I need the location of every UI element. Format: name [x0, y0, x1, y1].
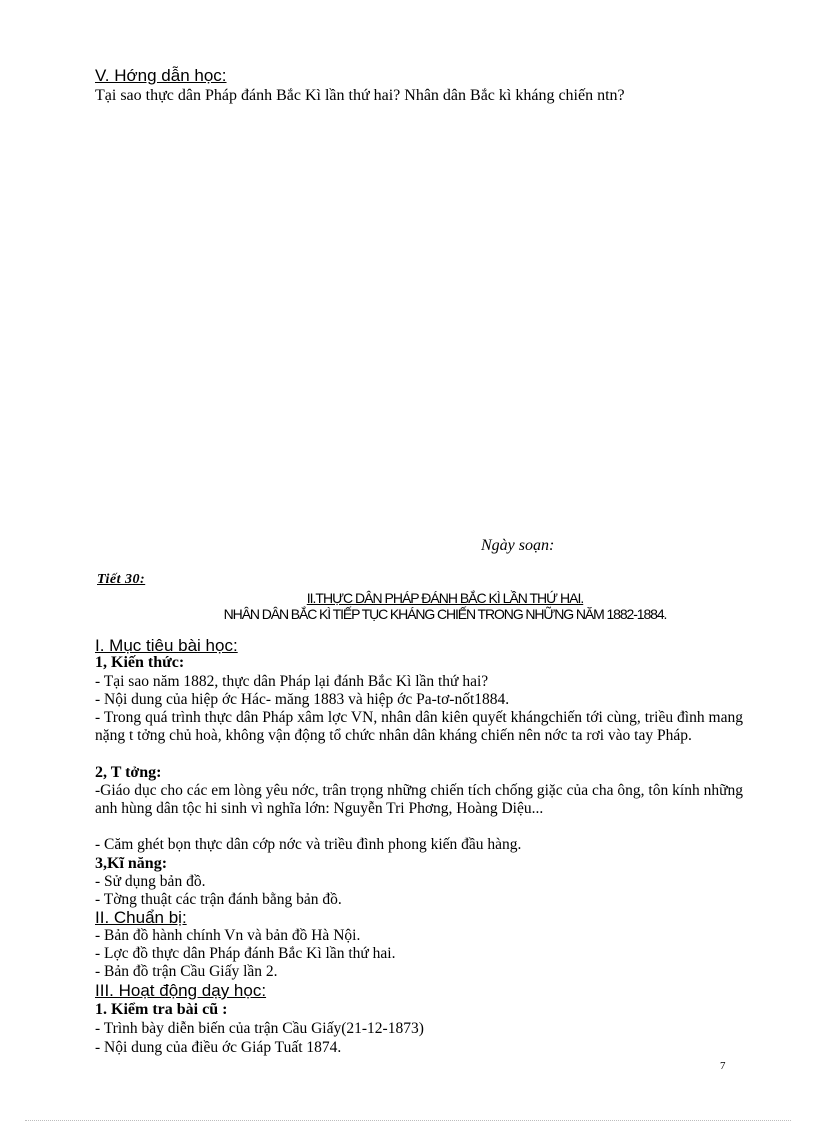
guide-question: Tại sao thực dân Pháp đánh Bắc Kì lần thứ hai? Nhân dân Bắc kì kháng chiến ntn?	[95, 87, 625, 104]
section2-heading: II. Chuẩn bị:	[95, 908, 187, 927]
date-label: Ngày soạn:	[481, 537, 555, 554]
section1-heading: I. Mục tiêu bài học:	[95, 636, 238, 655]
title-line-1: II.THỰC DÂN PHÁP ĐÁNH BẮC KÌ LẦN THỨ HAI.	[306, 590, 584, 606]
knowledge-heading: 1, Kiến thức:	[95, 654, 185, 671]
skills-item-1: - Sử dụng bản đồ.	[95, 873, 206, 890]
prep-item-1: - Bản đồ hành chính Vn và bản đồ Hà Nội.	[95, 927, 361, 944]
thought-heading: 2, T tởng:	[95, 764, 162, 781]
knowledge-item-2: - Nội dung của hiệp ớc Hác- măng 1883 và hiệp ớc Pa-tơ-nốt1884.	[95, 691, 510, 708]
prep-item-3: - Bản đồ trận Cầu Giấy lần 2.	[95, 963, 278, 980]
lesson-label: Tiết 30:	[97, 572, 146, 587]
check-heading: 1. Kiểm tra bài cũ :	[95, 1001, 228, 1018]
thought-item-2: - Căm ghét bọn thực dân cớp nớc và triều đình phong kiến đầu hàng.	[95, 836, 522, 853]
prep-item-2: - Lợc đồ thực dân Pháp đánh Bắc Kì lần thứ hai.	[95, 945, 396, 962]
section3-heading: III. Hoạt động dạy học:	[95, 981, 267, 1000]
page-bottom-divider	[25, 1120, 791, 1121]
title-line-2: NHÂN DÂN BẮC KÌ TIẾP TỤC KHÁNG CHIẾN TRONG NHỮNG NĂM 1882-1884.	[223, 606, 667, 622]
thought-item-1: -Giáo dục cho các em lòng yêu nớc, trân trọng những chiến tích chống giặc của cha ông, tôn kính những anh hùng dân tộc hi sinh vì nghĩa lớn: Nguyễn Tri Phơng, Hoàng Diệu...	[95, 782, 743, 817]
knowledge-item-1: - Tại sao năm 1882, thực dân Pháp lại đánh Bắc Kì lần thứ hai?	[95, 673, 489, 690]
page-number: 7	[720, 1060, 726, 1072]
knowledge-item-3: - Trong quá trình thực dân Pháp xâm lợc VN, nhân dân kiên quyết khángchiến tới cùng, triều đình mang nặng t tởng chủ hoà, không vận động tổ chức nhân dân kháng chiến nên nớc ta rơi vào tay Pháp.	[95, 709, 743, 744]
check-item-1: - Trình bày diễn biến của trận Cầu Giấy(21-12-1873)	[95, 1020, 424, 1037]
check-item-2: - Nội dung của điều ớc Giáp Tuất 1874.	[95, 1039, 342, 1056]
skills-item-2: - Tờng thuật các trận đánh bằng bản đồ.	[95, 891, 342, 908]
skills-heading: 3,Kĩ năng:	[95, 855, 168, 872]
guide-heading: V. Hớng dẫn học:	[95, 66, 227, 85]
